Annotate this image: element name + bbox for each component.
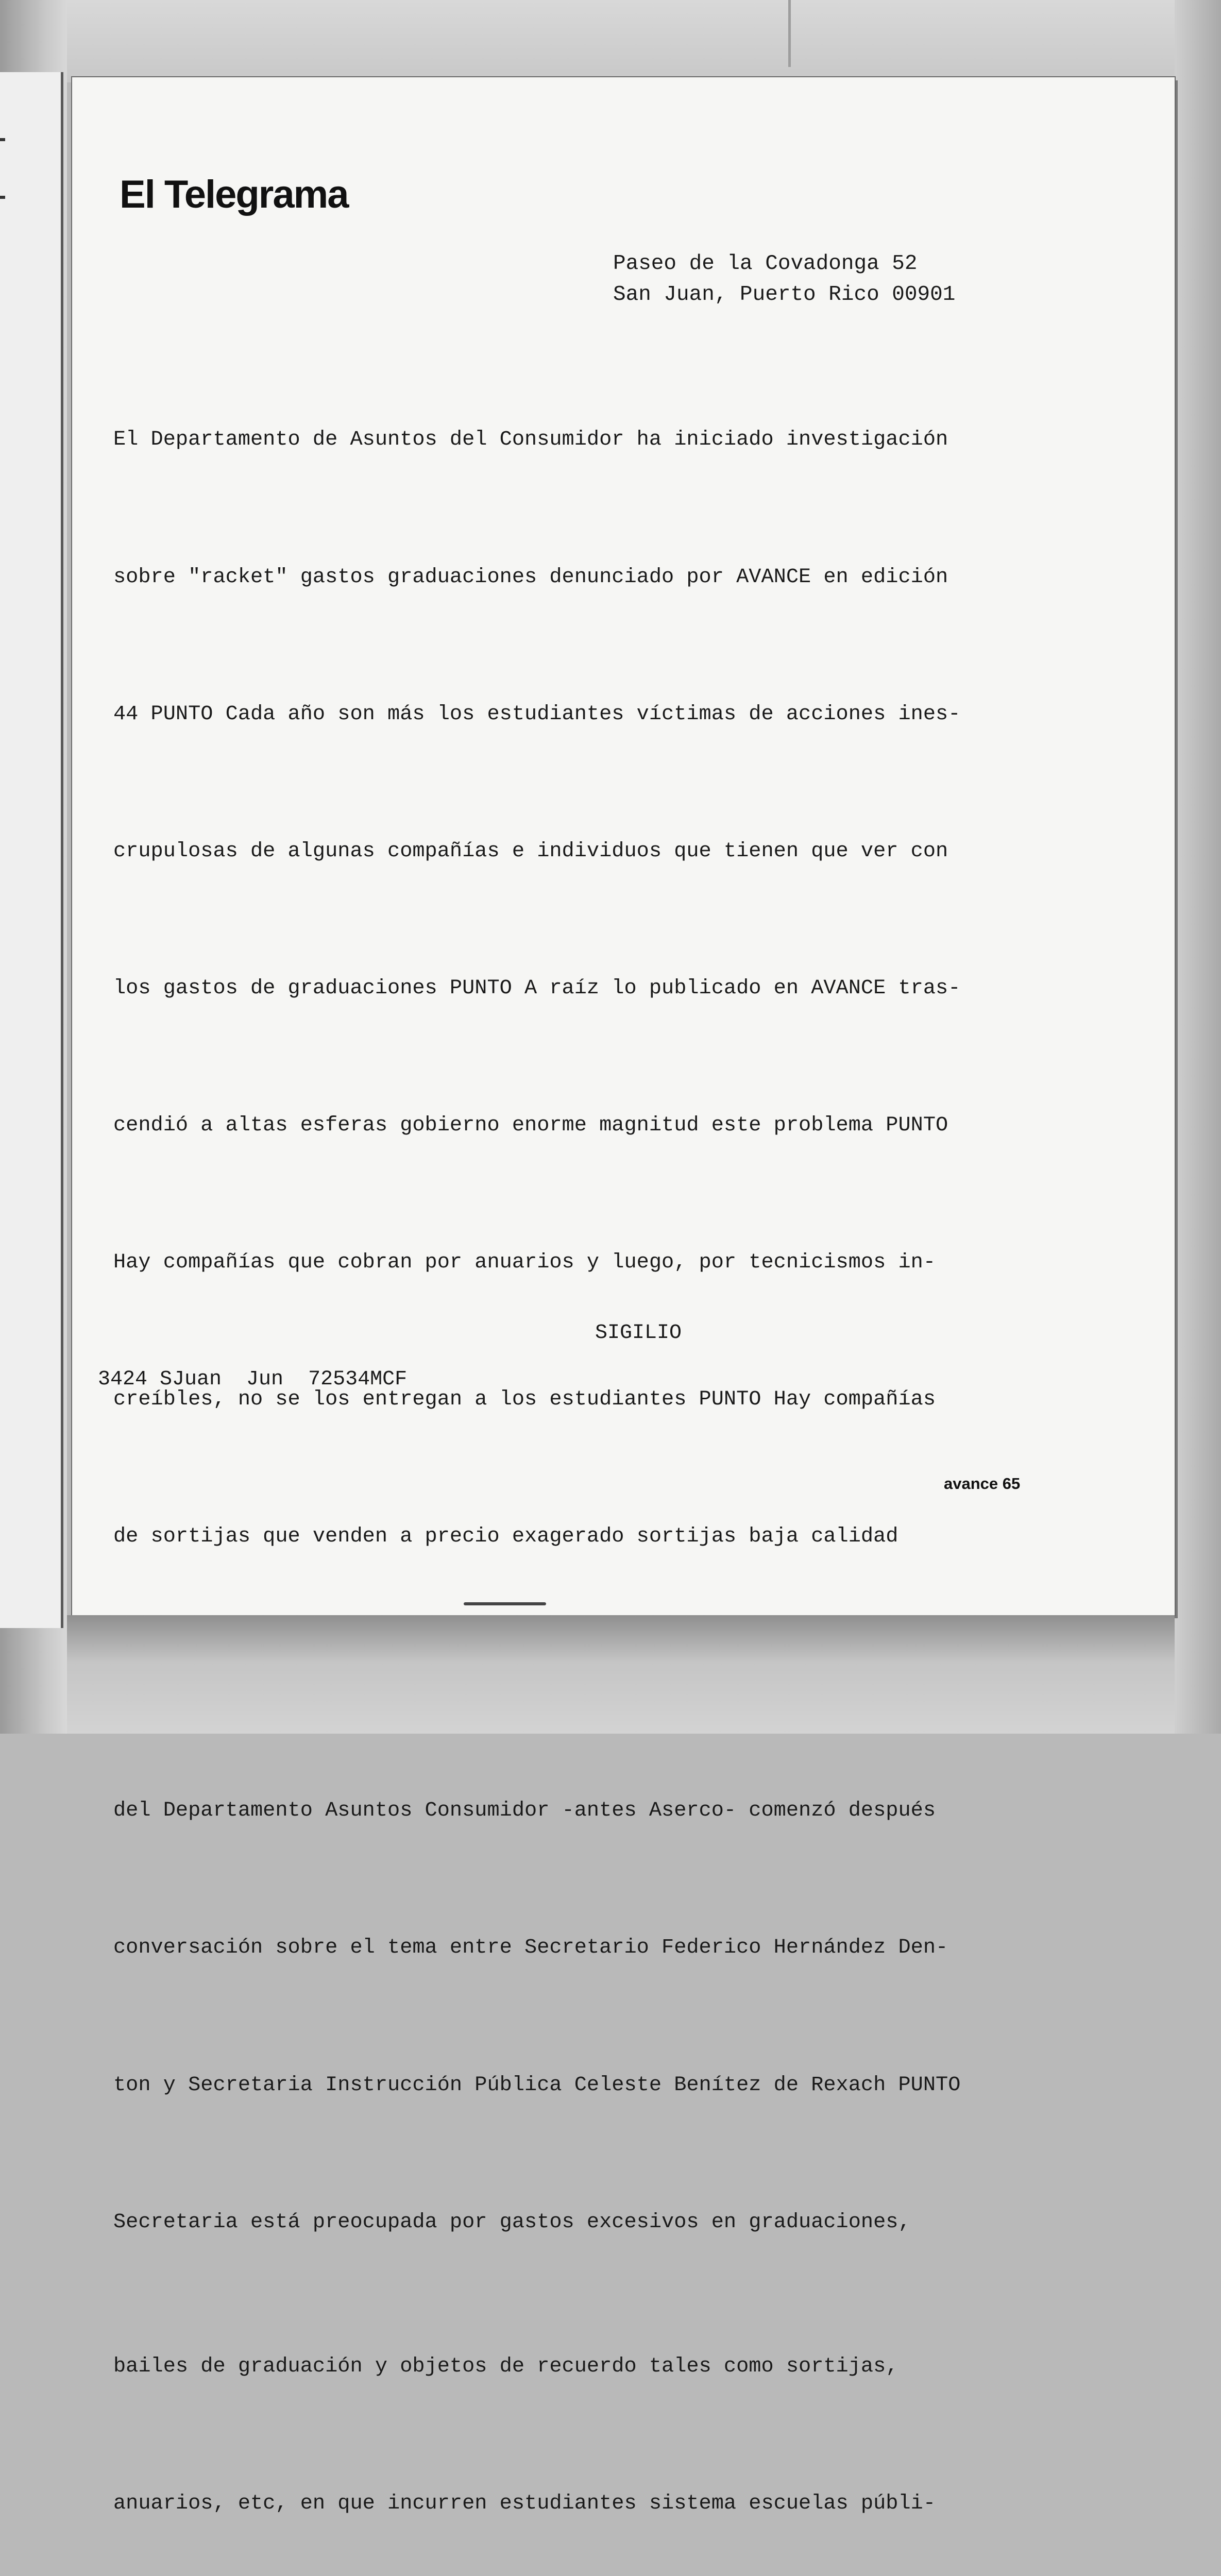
binding-mark bbox=[0, 138, 5, 141]
body-line: El Departamento de Asuntos del Consumidor ha iniciado investigación bbox=[113, 428, 948, 452]
scan-background-top bbox=[0, 0, 1221, 82]
body-line: sobre "racket" gastos graduaciones denunciado por AVANCE en edición bbox=[113, 565, 948, 589]
body-line: 44 PUNTO Cada año son más los estudiantes víctimas de acciones ines- bbox=[113, 702, 961, 726]
scan-smudge bbox=[464, 1602, 546, 1605]
telegram-reference-code: 3424 SJuan Jun 72534MCF bbox=[98, 1368, 408, 1391]
masthead-title: El Telegrama bbox=[120, 173, 348, 216]
body-line: creíbles, no se los entregan a los estudiantes PUNTO Hay compañías bbox=[113, 1387, 936, 1412]
body-line: de sortijas que venden a precio exagerado sortijas baja calidad bbox=[113, 1524, 898, 1549]
body-line: del Departamento Asuntos Consumidor -antes Aserco- comenzó después bbox=[113, 1799, 936, 1823]
body-line: los gastos de graduaciones PUNTO A raíz lo publicado en AVANCE tras- bbox=[113, 976, 961, 1000]
body-line: ton y Secretaria Instrucción Pública Celeste Benítez de Rexach PUNTO bbox=[113, 2073, 961, 2097]
binding-mark bbox=[0, 196, 5, 199]
body-line: cendió a altas esferas gobierno enorme magnitud este problema PUNTO bbox=[113, 1113, 948, 1137]
body-line: bailes de graduación y objetos de recuerdo tales como sortijas, bbox=[113, 2354, 898, 2378]
body-line: crupulosas de algunas compañías e individuos que tienen que ver con bbox=[113, 839, 948, 863]
body-line: Secretaria está preocupada por gastos excesivos en graduaciones, bbox=[113, 2210, 911, 2234]
body-line: anuarios, etc, en que incurren estudiantes sistema escuelas públi- bbox=[113, 2491, 936, 2515]
address-line: San Juan, Puerto Rico 00901 bbox=[613, 283, 956, 307]
scan-crease bbox=[788, 0, 791, 67]
telegram-body bbox=[113, 326, 1046, 2576]
scan-background-right bbox=[1175, 0, 1221, 1734]
page-folio: avance 65 bbox=[944, 1475, 1021, 1493]
signature: SIGILIO bbox=[595, 1321, 682, 1345]
body-line: conversación sobre el tema entre Secretario Federico Hernández Den- bbox=[113, 1936, 948, 1960]
body-line: Hay compañías que cobran por anuarios y luego, por tecnicismos in- bbox=[113, 1250, 936, 1274]
facing-page-edge bbox=[0, 72, 63, 1628]
scan-background-bottom bbox=[67, 1615, 1175, 1734]
address-line: Paseo de la Covadonga 52 bbox=[613, 252, 918, 276]
sender-address bbox=[613, 248, 955, 310]
